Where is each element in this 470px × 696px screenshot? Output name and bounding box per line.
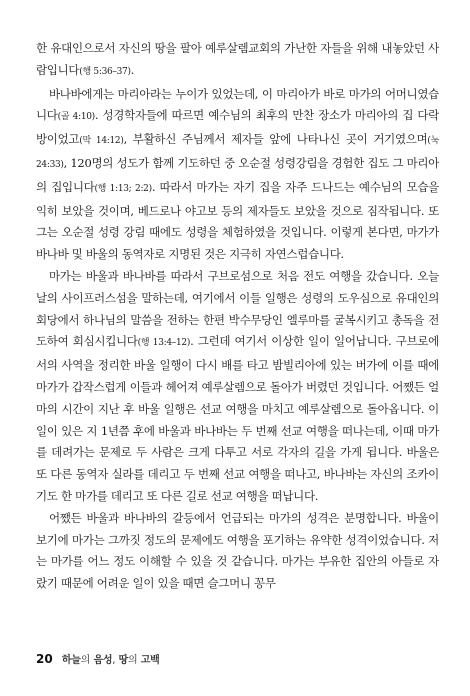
scripture-reference: (행 1:13; 2:2) [94, 183, 152, 194]
paragraph-p2 [36, 84, 439, 266]
paragraph-text: . 그런데 여기서 이상한 일이 일어납니다. 구브로에서의 사역을 정리한 바울 일행이 다시 배를 타고 밤빌리아에 있는 버가에 이를 때에 마가가 갑작스럽게 이들과 헤어져 예루살렘으로 돌아가 버렸던 것입니다. 어쨌든 얼마의 시간이 지난 후 바울 일행은 선교 여행을 마치고 예루살렘으로 돌아옵니다. 이 일이 있은 지 1년쯤 후에 바울과 바나바는 두 번째 선교 여행을 떠나는데, 이때 마가를 데려가는 문제로 두 사람은 크게 다투고 서로 각자의 길을 가게 됩니다. 바울은 또 다른 동역자 실라를 데리고 두 번째 선교 여행을 떠나고, 바나바는 자신의 조카이기도 한 마가를 데리고 또 다른 길로 선교 여행을 떠납니다. [36, 334, 439, 503]
scripture-reference: (눅 24:33) [36, 136, 439, 170]
paragraph-p4 [36, 508, 439, 595]
running-title-part: 의 [80, 655, 94, 666]
running-title [62, 655, 160, 666]
paragraph-text: . 성경학자들에 따르면 예수님의 최후의 만찬 장소가 마리아의 집 다락방이었고 [36, 108, 439, 147]
page-footer [36, 651, 160, 666]
running-title-part: , [112, 655, 119, 666]
running-title-part: 의 [127, 655, 141, 666]
body-text [36, 38, 439, 595]
running-title-part: 음성 [93, 655, 113, 666]
scripture-reference: (막 14:12) [79, 136, 124, 147]
paragraph-text: . [130, 62, 135, 77]
page-number: 20 [36, 652, 53, 666]
paragraph-text: , 부활하신 주님께서 제자들 앞에 나타나신 곳이 거기였으며 [123, 132, 428, 147]
scripture-reference: (행 5:36–37) [79, 66, 131, 77]
paragraph-text: 한 유대인으로서 자신의 땅을 팔아 예루살렘교회의 가난한 자들을 위해 내놓았던 사람입니다 [36, 41, 439, 77]
scripture-reference: (행 13:4–12) [137, 338, 191, 349]
running-title-part: 고백 [140, 655, 160, 666]
paragraph-text: , 120명의 성도가 함께 기도하던 중 오순절 성령강림을 경험한 집도 그 마리아의 집입니다 [36, 155, 439, 194]
paragraph-p3 [36, 266, 439, 508]
paragraph-text: 마가는 바울과 바나바를 따라서 구브로섬으로 처음 전도 여행을 갔습니다. 오늘날의 사이프러스섬을 말하는데, 여기에서 이들 일행은 성령의 도우심으로 유대인의 회당에서 하나님의 말씀을 전하는 한편 박수무당인 엘루마를 굴복시키고 총독을 전도하여 회심시킵니다 [36, 268, 439, 349]
paragraph-text: . 따라서 마가는 자기 집을 자주 드나드는 예수님의 모습을 익히 보았을 것이며, 베드로나 야고보 등의 제자들도 보았을 것으로 짐작됩니다. 또 그는 오순절 성령 강림 때에도 성령을 체험하였을 것입니다. 이렇게 본다면, 마가가 바나바 및 바울의 동역자로 지명된 것은 지극히 자연스럽습니다. [36, 179, 439, 262]
running-title-part: 땅 [118, 655, 128, 666]
paragraph-p1 [36, 38, 439, 84]
running-title-part: 하늘 [61, 655, 81, 666]
paragraph-text: 어쨌든 바울과 바나바의 갈등에서 언급되는 마가의 성격은 분명합니다. 바울이 보기에 마가는 그까짓 정도의 문제에도 여행을 포기하는 유약한 성격이었습니다. 저는 마가를 어느 정도 이해할 수 있을 것 같습니다. 마가는 부유한 집안의 아들로 자랐기 때문에 어려운 일이 있을 때면 슬그머니 꽁무 [36, 510, 439, 591]
paragraph-text: 바나바에게는 마리아라는 누이가 있었는데, 이 마리아가 바로 마가의 어머니였습니다 [36, 86, 439, 123]
scripture-reference: (골 4:10) [57, 112, 95, 123]
